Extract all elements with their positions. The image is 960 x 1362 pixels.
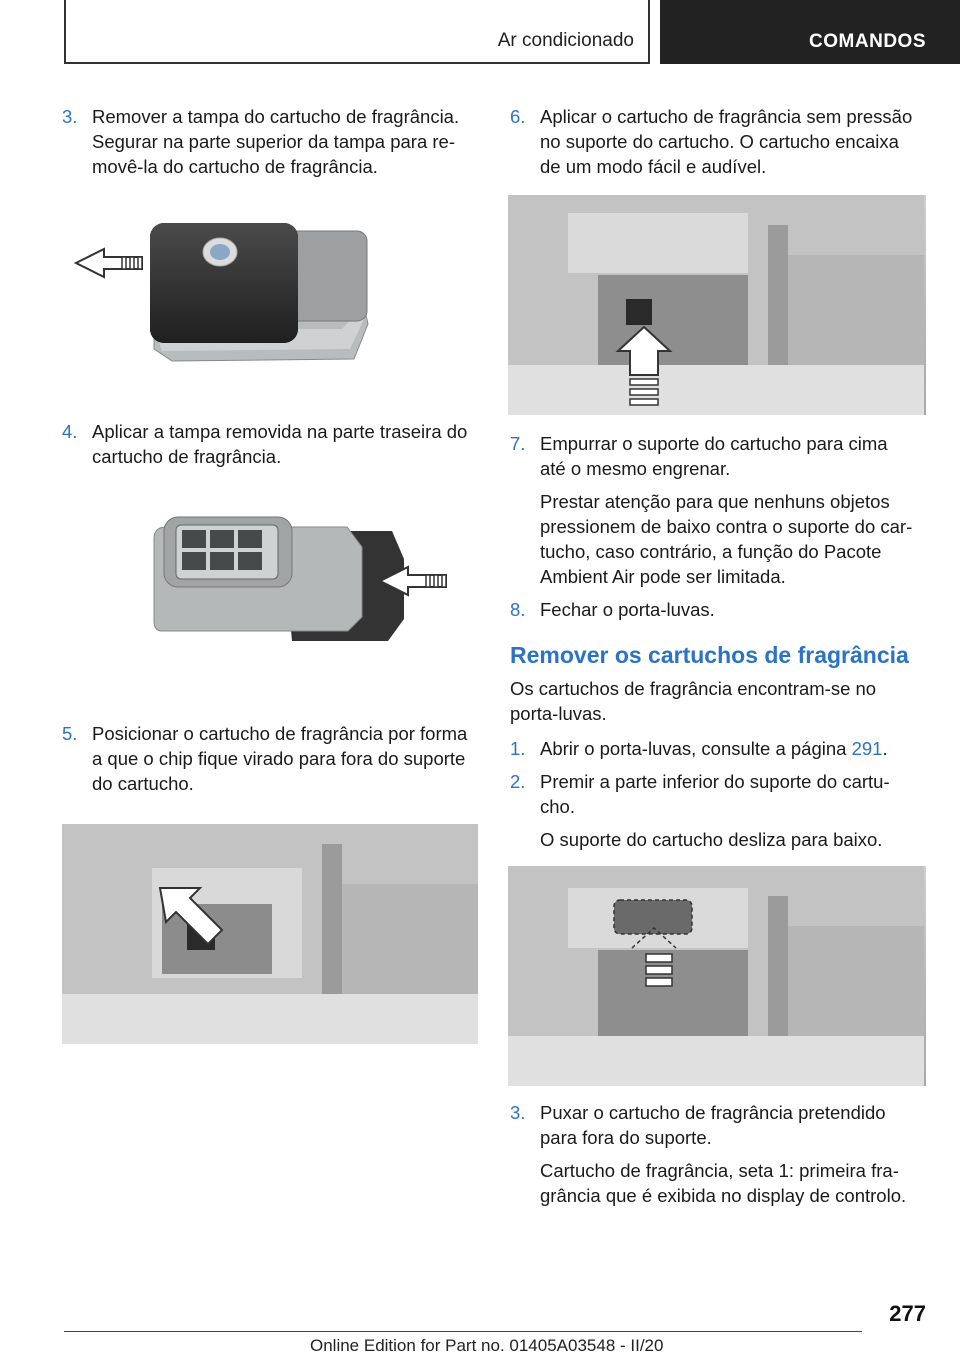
step-4-apply-cover: 4. Aplicar a tampa removida na parte traseira do cartucho de fragrância. [62, 421, 468, 467]
step-number: 3. [62, 106, 78, 127]
step-number: 3. [510, 1102, 526, 1123]
cartridge-cover-illustration [62, 179, 478, 419]
header-chapter-title: COMANDOS [809, 31, 926, 52]
step-1-open-glovebox: 1. Abrir o porta-luvas, consulte a página 291. [510, 738, 888, 759]
step-8-close-glovebox: 8. Fechar o porta-luvas. [510, 599, 715, 620]
page-number: 277 [889, 1301, 926, 1326]
photo-glovebox-holder-down [508, 866, 926, 1086]
step-number: 6. [510, 106, 526, 127]
header-section-title: Ar condicionado [497, 30, 634, 51]
cartridge-back-illustration [62, 469, 478, 721]
footer-edition: Online Edition for Part no. 01405A03548 - II/20 [310, 1336, 664, 1355]
photo-glovebox-insert-cartridge [508, 195, 926, 415]
step-number: 2. [510, 771, 526, 792]
step-number: 1. [510, 738, 526, 759]
footer-divider [64, 1331, 862, 1332]
step-5-position-cartridge: 5. Posicionar o cartucho de fragrância por forma a que o chip fique virado para fora do suporte do cartucho. [62, 723, 468, 794]
right-column [510, 104, 926, 1208]
step-2-press-holder: 2. Premir a parte inferior do suporte do cartu- cho. O suporte do cartucho desliza para baixo. [510, 771, 890, 850]
glovebox-photo-illustration [508, 866, 924, 1086]
step-number: 7. [510, 433, 526, 454]
figure-cartridge-remove-cover [62, 179, 478, 419]
step-number: 4. [62, 421, 78, 442]
header-section-box [64, 0, 650, 64]
glovebox-photo-illustration [62, 824, 478, 1044]
step-3-remove-cover: 3. Remover a tampa do cartucho de fragrância. Segurar na parte superior da tampa para re- movê-la do cartucho de fragrância. [62, 106, 460, 177]
step-number: 8. [510, 599, 526, 620]
step-7-push-holder: 7. Empurrar o suporte do cartucho para cima até o mesmo engrenar. Prestar atenção para que nenhuns objetos pressionem de baixo contra o suporte do car- tucho, caso contrário, a função do Pacote Ambient Air pode ser limitada. [510, 433, 913, 587]
step-6-apply-cartridge: 6. Aplicar o cartucho de fragrância sem pressão no suporte do cartucho. O cartucho encaixa de um modo fácil e audível. [510, 106, 913, 177]
figure-cartridge-apply-cover [62, 469, 478, 721]
step-3-pull-cartridge: 3. Puxar o cartucho de fragrância pretendido para fora do suporte. Cartucho de fragrância, seta 1: primeira fra- grância que é exibida no display de controlo. [510, 1102, 907, 1206]
glovebox-photo-illustration [508, 195, 924, 415]
page-reference-link[interactable]: 291 [851, 738, 883, 759]
section-heading: Remover os cartuchos de fragrância [510, 642, 909, 668]
photo-glovebox-chip-facing-out [62, 824, 478, 1044]
section-intro: Os cartuchos de fragrância encontram-se no porta-luvas. [510, 678, 877, 724]
left-column [62, 104, 478, 1044]
header-chapter-box [660, 0, 960, 64]
step-number: 5. [62, 723, 78, 744]
